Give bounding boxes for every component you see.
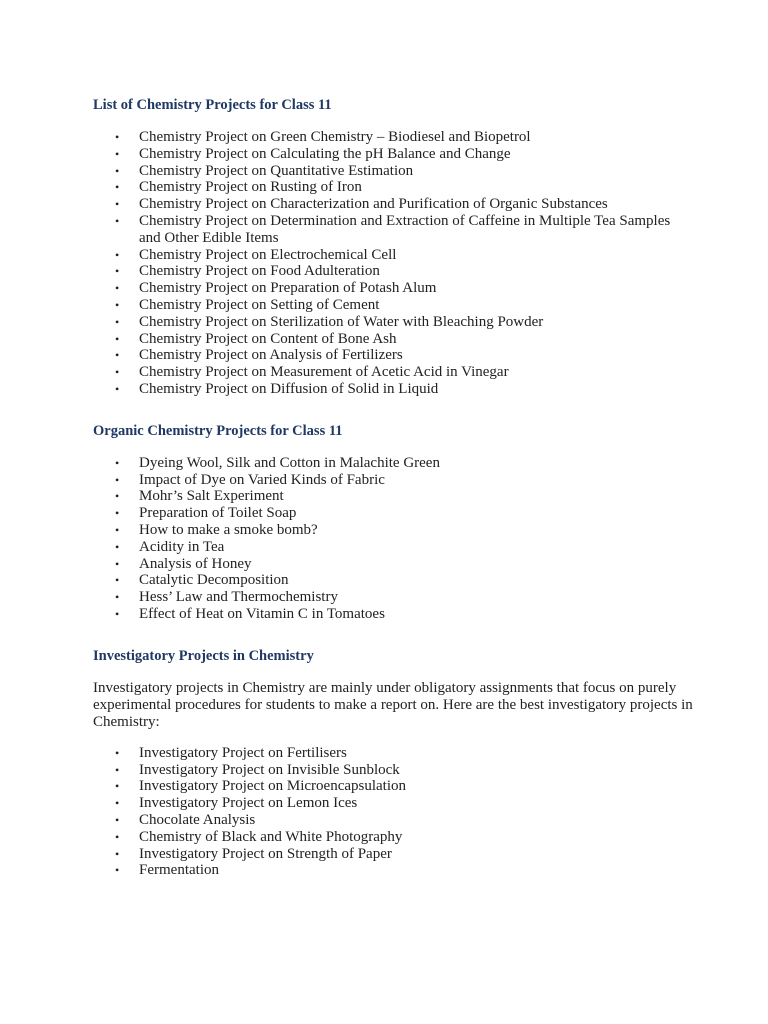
list-item-text: Chemistry Project on Electrochemical Cell <box>139 246 397 263</box>
list-item-text: Effect of Heat on Vitamin C in Tomatoes <box>139 605 385 622</box>
list-item <box>93 280 693 297</box>
list-item <box>93 745 693 762</box>
list-item-text: Hess’ Law and Thermochemistry <box>139 589 338 606</box>
list-item <box>93 247 693 264</box>
list-item <box>93 472 693 489</box>
list-item <box>93 795 693 812</box>
list-item-text: Chemistry Project on Setting of Cement <box>139 296 380 313</box>
list-item <box>93 263 693 280</box>
list-item-text: Chemistry Project on Sterilization of Water with Bleaching Powder <box>139 313 544 330</box>
bullet-icon: • <box>115 297 120 312</box>
list-item <box>93 347 693 364</box>
bullet-icon: • <box>115 522 120 537</box>
list-item <box>93 556 693 573</box>
list-item-text: Investigatory Project on Invisible Sunblock <box>139 761 400 778</box>
list-item <box>93 381 693 398</box>
list-item <box>93 163 693 180</box>
list-item-text: Chemistry Project on Rusting of Iron <box>139 179 362 196</box>
list-item-text: Catalytic Decomposition <box>139 572 289 589</box>
investigatory-projects-list <box>93 745 693 879</box>
document-content <box>93 95 693 879</box>
section-heading-organic-projects: Organic Chemistry Projects for Class 11 <box>93 422 343 439</box>
bullet-icon: • <box>115 762 120 777</box>
bullet-icon: • <box>115 472 120 487</box>
bullet-icon: • <box>115 863 120 878</box>
list-item-text: Analysis of Honey <box>139 555 252 572</box>
list-item-text: Dyeing Wool, Silk and Cotton in Malachite Green <box>139 454 440 471</box>
list-item-text: Chemistry Project on Determination and Extraction of Caffeine in Multiple Tea Samples and Other Edible Items <box>139 212 671 246</box>
list-item <box>93 762 693 779</box>
bullet-icon: • <box>115 796 120 811</box>
list-item <box>93 812 693 829</box>
bullet-icon: • <box>115 381 120 396</box>
list-item-text: Chemistry of Black and White Photography <box>139 828 403 845</box>
bullet-icon: • <box>115 163 120 178</box>
bullet-icon: • <box>115 539 120 554</box>
list-item-text: Investigatory Project on Fertilisers <box>139 744 347 761</box>
bullet-icon: • <box>115 130 120 144</box>
bullet-icon: • <box>115 146 120 161</box>
bullet-icon: • <box>115 197 120 212</box>
list-item-text: Chocolate Analysis <box>139 811 256 828</box>
list-item-text: Chemistry Project on Measurement of Acetic Acid in Vinegar <box>139 364 509 381</box>
list-item-text: Acidity in Tea <box>139 538 225 555</box>
bullet-icon: • <box>115 489 120 504</box>
list-item <box>93 505 693 522</box>
bullet-icon: • <box>115 314 120 329</box>
bullet-icon: • <box>115 846 120 861</box>
bullet-icon: • <box>115 247 120 262</box>
list-item-text: Chemistry Project on Green Chemistry – Biodiesel and Biopetrol <box>139 129 531 145</box>
list-item-text: Investigatory Project on Lemon Ices <box>139 795 358 812</box>
list-item <box>93 297 693 314</box>
section-heading-chemistry-projects: List of Chemistry Projects for Class 11 <box>93 97 332 113</box>
list-item-text: Chemistry Project on Preparation of Potash Alum <box>139 280 437 297</box>
list-item <box>93 846 693 863</box>
bullet-icon: • <box>115 556 120 571</box>
bullet-icon: • <box>115 455 120 470</box>
chemistry-projects-list <box>93 129 693 398</box>
list-item <box>93 572 693 589</box>
list-item-text: Fermentation <box>139 862 219 879</box>
list-item <box>93 455 693 472</box>
bullet-icon: • <box>115 506 120 521</box>
list-item-text: Chemistry Project on Food Adulteration <box>139 263 380 280</box>
list-item <box>93 129 693 146</box>
bullet-icon: • <box>115 180 120 195</box>
list-item-text: Investigatory Project on Microencapsulation <box>139 778 407 795</box>
bullet-icon: • <box>115 779 120 794</box>
section-heading-investigatory-projects: Investigatory Projects in Chemistry <box>93 647 314 664</box>
list-item <box>93 862 693 879</box>
bullet-icon: • <box>115 331 120 346</box>
list-item-text: Impact of Dye on Varied Kinds of Fabric <box>139 471 385 488</box>
list-item <box>93 539 693 556</box>
list-item <box>93 522 693 539</box>
list-item-text: Chemistry Project on Diffusion of Solid in Liquid <box>139 380 439 397</box>
list-item-text: Chemistry Project on Quantitative Estimation <box>139 162 414 179</box>
list-item <box>93 606 693 623</box>
bullet-icon: • <box>115 590 120 605</box>
bullet-icon: • <box>115 573 120 588</box>
bullet-icon: • <box>115 348 120 363</box>
bullet-icon: • <box>115 606 120 621</box>
list-item-text: Chemistry Project on Analysis of Fertilizers <box>139 347 403 364</box>
list-item <box>93 488 693 505</box>
list-item <box>93 778 693 795</box>
bullet-icon: • <box>115 745 120 760</box>
bullet-icon: • <box>115 213 120 228</box>
list-item <box>93 364 693 381</box>
list-item <box>93 179 693 196</box>
list-item-text: Chemistry Project on Calculating the pH Balance and Change <box>139 145 511 162</box>
list-item <box>93 196 693 213</box>
list-item <box>93 146 693 163</box>
bullet-icon: • <box>115 812 120 827</box>
list-item <box>93 589 693 606</box>
list-item <box>93 829 693 846</box>
bullet-icon: • <box>115 281 120 296</box>
list-item-text: Chemistry Project on Characterization and Purification of Organic Substances <box>139 196 608 213</box>
bullet-icon: • <box>115 365 120 380</box>
list-item-text: Investigatory Project on Strength of Paper <box>139 845 392 862</box>
list-item <box>93 213 693 247</box>
bullet-icon: • <box>115 829 120 844</box>
list-item-text: Chemistry Project on Content of Bone Ash <box>139 330 397 347</box>
list-item-text: How to make a smoke bomb? <box>139 521 318 538</box>
bullet-icon: • <box>115 264 120 279</box>
investigatory-intro-paragraph: Investigatory projects in Chemistry are mainly under obligatory assignments that focus on purely experimental procedures for students to make a report on. Here are the best investigatory projects in Chemistry: <box>93 679 693 730</box>
list-item <box>93 331 693 348</box>
organic-projects-list <box>93 455 693 623</box>
list-item-text: Preparation of Toilet Soap <box>139 505 297 522</box>
list-item-text: Mohr’s Salt Experiment <box>139 488 284 505</box>
list-item <box>93 314 693 331</box>
